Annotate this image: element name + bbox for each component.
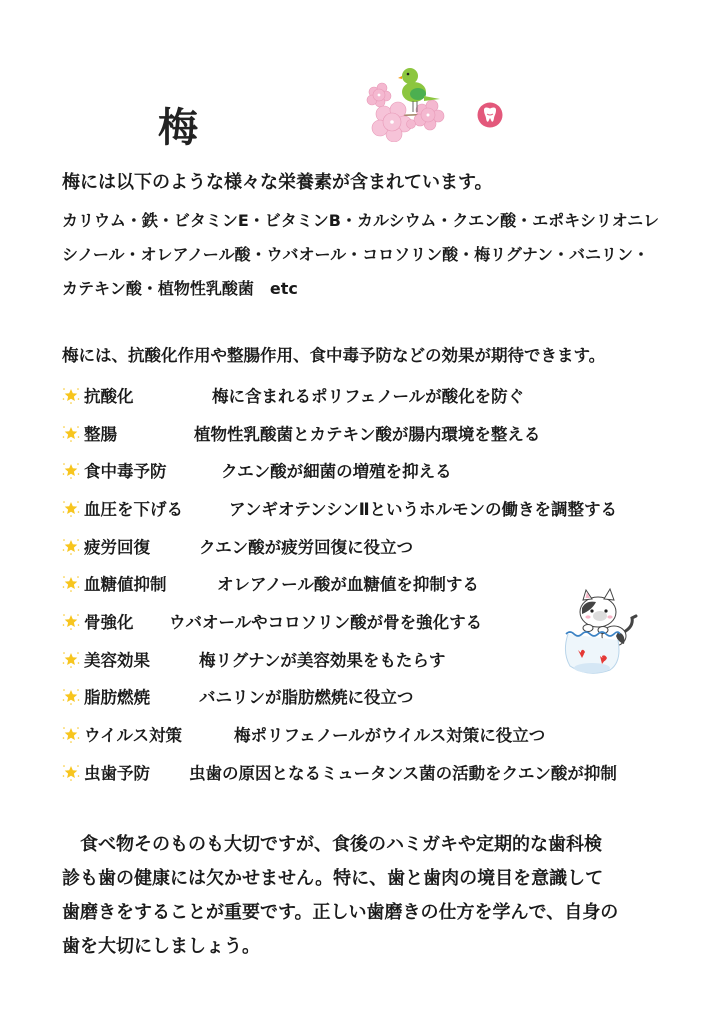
effect-description: 虫歯の原因となるミュータンス菌の活動をクエン酸が抑制 <box>189 763 617 783</box>
sun-icon <box>62 725 80 743</box>
closing-paragraph <box>62 828 672 964</box>
effect-name: 骨強化 <box>84 612 134 632</box>
closing-line: 食べ物そのものも大切ですが、食後のハミガキや定期的な歯科検 <box>62 834 602 855</box>
effect-item <box>62 451 682 489</box>
effect-name: 食中毒予防 <box>84 462 167 482</box>
sun-icon <box>62 537 80 555</box>
nutrients-intro: 梅には以下のような様々な栄養素が含まれています。 <box>62 172 493 193</box>
effect-name: 脂肪燃焼 <box>84 688 150 708</box>
nutrients-list <box>62 204 672 306</box>
effect-description: クエン酸が細菌の増殖を抑える <box>221 462 452 482</box>
effect-description: クエン酸が疲労回復に役立つ <box>199 537 414 557</box>
nutrients-line: カリウム・鉄・ビタミンE・ビタミンB・カルシウム・クエン酸・エポキシリオニレ <box>62 211 660 230</box>
nutrients-line: カテキン酸・植物性乳酸菌 etc <box>62 279 298 298</box>
effect-item <box>62 527 682 565</box>
plum-blossom-bird-illustration <box>366 64 456 142</box>
sun-icon <box>62 650 80 668</box>
effect-description: オレアノール酸が血糖値を抑制する <box>217 575 479 595</box>
sun-icon <box>62 763 80 781</box>
effect-item <box>62 489 682 527</box>
effect-description: アンギオテンシンⅡというホルモンの働きを調整する <box>229 499 618 519</box>
effect-item <box>62 753 682 791</box>
cat-goldfish-bowl-illustration <box>548 578 648 678</box>
effect-description: 梅リグナンが美容効果をもたらす <box>199 650 446 670</box>
sun-icon <box>62 612 80 630</box>
effect-name: 血糖値抑制 <box>84 575 167 595</box>
effect-item <box>62 376 682 414</box>
sun-icon <box>62 574 80 592</box>
effect-name: 虫歯予防 <box>84 763 150 783</box>
effect-name: 疲労回復 <box>84 537 150 557</box>
sun-icon <box>62 461 80 479</box>
effect-name: 美容効果 <box>84 650 150 670</box>
effect-item <box>62 678 682 716</box>
effect-item <box>62 715 682 753</box>
effect-description: 梅に含まれるポリフェノールが酸化を防ぐ <box>212 386 525 406</box>
page-title: 梅 <box>158 105 198 151</box>
sun-icon <box>62 424 80 442</box>
sun-icon <box>62 499 80 517</box>
effects-intro: 梅には、抗酸化作用や整腸作用、食中毒予防などの効果が期待できます。 <box>62 346 606 365</box>
sun-icon <box>62 687 80 705</box>
effect-name: ウイルス対策 <box>84 726 183 746</box>
effect-description: バニリンが脂肪燃焼に役立つ <box>199 688 414 708</box>
effect-item <box>62 414 682 452</box>
closing-line: 歯磨きをすることが重要です。正しい歯磨きの仕方を学んで、自身の <box>62 902 619 923</box>
effect-name: 血圧を下げる <box>84 499 183 519</box>
effect-description: ウバオールやコロソリン酸が骨を強化する <box>169 612 483 632</box>
tooth-icon <box>477 102 503 128</box>
sun-icon <box>62 386 80 404</box>
effect-description: 植物性乳酸菌とカテキン酸が腸内環境を整える <box>194 424 541 444</box>
effect-name: 整腸 <box>84 424 117 444</box>
effect-name: 抗酸化 <box>84 386 134 406</box>
closing-line: 診も歯の健康には欠かせません。特に、歯と歯肉の境目を意識して <box>62 868 604 889</box>
nutrients-line: シノール・オレアノール酸・ウバオール・コロソリン酸・梅リグナン・バニリン・ <box>62 245 650 264</box>
effect-description: 梅ポリフェノールがウイルス対策に役立つ <box>234 726 546 746</box>
closing-line: 歯を大切にしましょう。 <box>62 936 260 957</box>
